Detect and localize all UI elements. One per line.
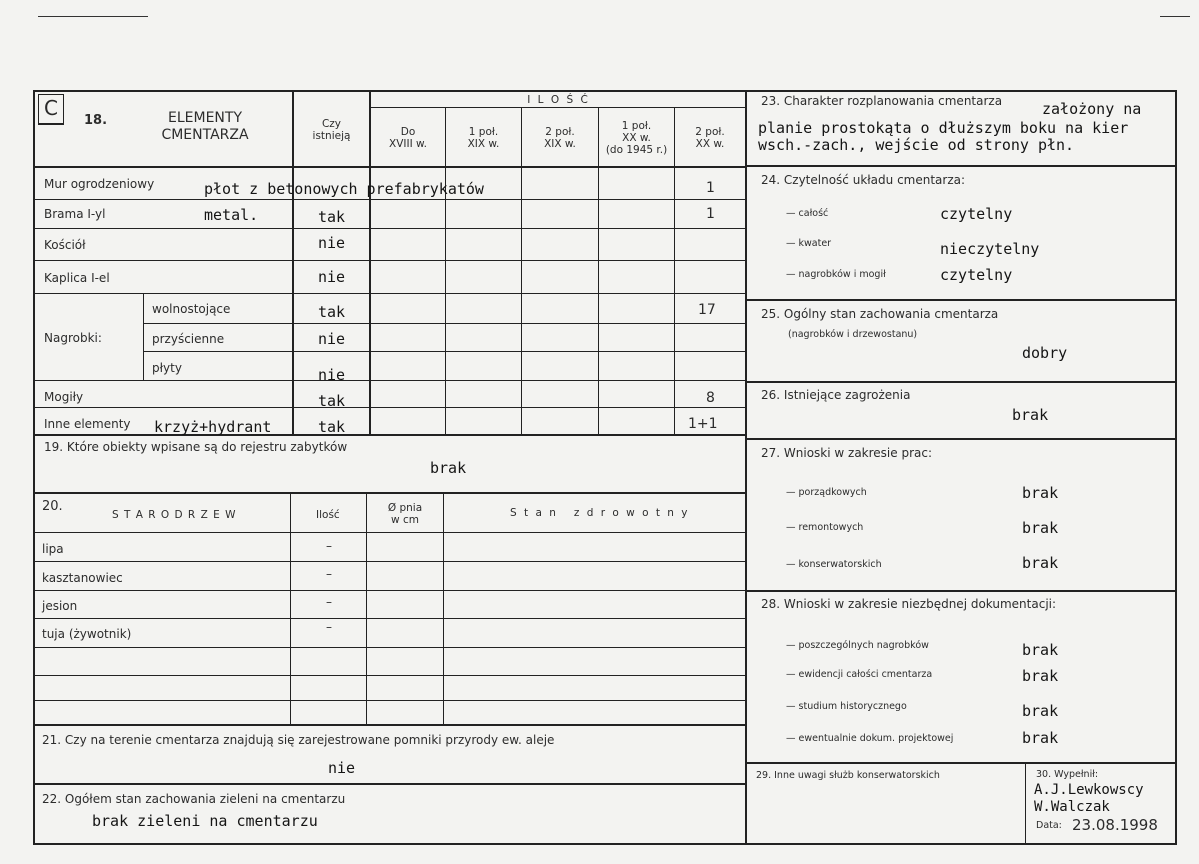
- row-label-mogily: Mogiły: [44, 390, 84, 404]
- row-desc-mur: płot z betonowych prefabrykatów: [204, 180, 484, 198]
- q30-name1: A.J.Lewkowscy: [1034, 782, 1144, 798]
- row-exists-mogily: tak: [318, 392, 346, 410]
- q23-label: 23. Charakter rozplanowania cmentarza: [761, 94, 1003, 108]
- section-title: ELEMENTY CMENTARZA: [161, 110, 249, 143]
- row-label-mur: Mur ogrodzeniowy: [44, 177, 155, 191]
- row-label-przyscienne: przyścienne: [152, 332, 225, 346]
- q23-line2: planie prostokąta o dłuższym boku na kier: [758, 119, 1129, 137]
- q28-item-value: brak: [1022, 641, 1059, 659]
- q26-label: 26. Istniejące zagrożenia: [761, 388, 911, 402]
- crop-mark: [38, 16, 148, 17]
- q19-label: 19. Które obiekty wpisane są do rejestru zabytków: [44, 440, 348, 454]
- q30-date-label: Data:: [1036, 820, 1062, 831]
- q27-item-value: brak: [1022, 484, 1059, 502]
- q25-sub: (nagrobków i drzewostanu): [788, 329, 918, 340]
- q20-title: S T A R O D R Z E W: [112, 509, 237, 521]
- q28-item-label: — ewidencji całości cmentarza: [786, 669, 933, 680]
- row-desc-brama: metal.: [204, 206, 259, 224]
- q20-col-stan: S t a n z d r o w o t n y: [510, 507, 690, 519]
- q28-item-label: — studium historycznego: [786, 701, 907, 712]
- row-label-kosciol: Kościół: [44, 238, 86, 252]
- q19-value: brak: [430, 459, 467, 477]
- q27-label: 27. Wnioski w zakresie prac:: [761, 446, 933, 460]
- q28-item-value: brak: [1022, 702, 1059, 720]
- q30-label: 30. Wypełnił:: [1036, 769, 1099, 780]
- period-col-3: 2 poł. XIX w.: [544, 126, 576, 150]
- q22-value: brak zieleni na cmentarzu: [92, 812, 318, 830]
- row-label-plyty: płyty: [152, 361, 182, 375]
- q27-item-value: brak: [1022, 519, 1059, 537]
- tree-name: lipa: [42, 542, 64, 556]
- row-label-kaplica: Kaplica I-el: [44, 271, 110, 285]
- q27-item-label: — konserwatorskich: [786, 559, 882, 570]
- q24-item-value: czytelny: [940, 266, 1013, 284]
- tree-name: jesion: [42, 599, 78, 613]
- q24-item-value: nieczytelny: [940, 240, 1040, 258]
- q28-label: 28. Wnioski w zakresie niezbędnej dokumentacji:: [761, 597, 1057, 611]
- row-exists-wolnostojace: tak: [318, 303, 346, 321]
- q26-value: brak: [1012, 406, 1049, 424]
- q28-item-value: brak: [1022, 667, 1059, 685]
- crop-mark: [1160, 16, 1190, 17]
- q20-col-pnia: Ø pnia w cm: [387, 502, 423, 526]
- q30-date: 23.08.1998: [1072, 816, 1158, 834]
- q28-item-value: brak: [1022, 729, 1059, 747]
- q21-label: 21. Czy na terenie cmentarza znajdują się zarejestrowane pomniki przyrody ew. aleje: [42, 733, 555, 747]
- row-xx2-wolnostojace: 17: [698, 302, 716, 318]
- period-col-5: 2 poł. XX w.: [695, 126, 725, 150]
- tree-name: kasztanowiec: [42, 571, 123, 585]
- row-exists-plyty: nie: [318, 366, 346, 384]
- ilosc-header: I L O Ś Ć: [527, 94, 590, 106]
- divider: [33, 783, 747, 785]
- period-col-4: 1 poł. XX w. (do 1945 r.): [605, 120, 668, 156]
- q25-label: 25. Ogólny stan zachowania cmentarza: [761, 307, 999, 321]
- row-exists-kaplica: nie: [318, 268, 346, 286]
- q23-line3: wsch.-zach., wejście od strony płn.: [758, 136, 1075, 154]
- row-label-wolnostojace: wolnostojące: [152, 302, 231, 316]
- q27-item-label: — remontowych: [786, 522, 864, 533]
- tree-name: tuja (żywotnik): [42, 627, 132, 641]
- row-exists-brama: tak: [318, 208, 346, 226]
- tree-count: –: [326, 595, 332, 609]
- q27-item-label: — porządkowych: [786, 487, 867, 498]
- q20-col-ilosc: Ilość: [316, 509, 340, 521]
- q28-item-label: — poszczególnych nagrobków: [786, 640, 929, 651]
- row-desc-inne: krzyż+hydrant: [154, 418, 272, 436]
- q24-item-value: czytelny: [940, 205, 1013, 223]
- row-xx2-mur: 1: [706, 180, 715, 196]
- q24-item-label: — nagrobków i mogił: [786, 269, 886, 280]
- q24-item-label: — całość: [786, 208, 829, 219]
- row-xx2-mogily: 8: [706, 390, 715, 406]
- col-exists-header: Czy istnieją: [312, 118, 351, 142]
- row-xx2-inne: 1+1: [688, 416, 718, 432]
- row-exists-przyscienne: nie: [318, 330, 346, 348]
- q24-item-label: — kwater: [786, 238, 832, 249]
- q21-value: nie: [328, 759, 356, 777]
- q29-label: 29. Inne uwagi służb konserwatorskich: [756, 770, 940, 781]
- row-label-inne: Inne elementy: [44, 417, 131, 431]
- q20-number: 20.: [42, 499, 63, 514]
- row-exists-kosciol: nie: [318, 234, 346, 252]
- q28-item-label: — ewentualnie dokum. projektowej: [786, 733, 954, 744]
- q24-label: 24. Czytelność układu cmentarza:: [761, 173, 966, 187]
- q27-item-value: brak: [1022, 554, 1059, 572]
- row-label-nagrobki: Nagrobki:: [44, 331, 102, 345]
- row-label-brama: Brama I-yl: [44, 207, 106, 221]
- row-xx2-brama: 1: [706, 206, 715, 222]
- period-col-1: Do XVIII w.: [389, 126, 427, 150]
- row-exists-inne: tak: [318, 418, 346, 436]
- divider: [33, 492, 747, 494]
- tree-count: –: [326, 567, 332, 581]
- q25-value: dobry: [1022, 344, 1068, 362]
- section-letter: C: [44, 96, 58, 120]
- tree-count: –: [326, 620, 332, 634]
- q22-label: 22. Ogółem stan zachowania zieleni na cmentarzu: [42, 792, 346, 806]
- q30-name2: W.Walczak: [1034, 799, 1110, 815]
- section-number: 18.: [84, 113, 108, 128]
- q23-line1: założony na: [1042, 100, 1142, 118]
- tree-count: –: [326, 539, 332, 553]
- period-col-2: 1 poł. XIX w.: [467, 126, 500, 150]
